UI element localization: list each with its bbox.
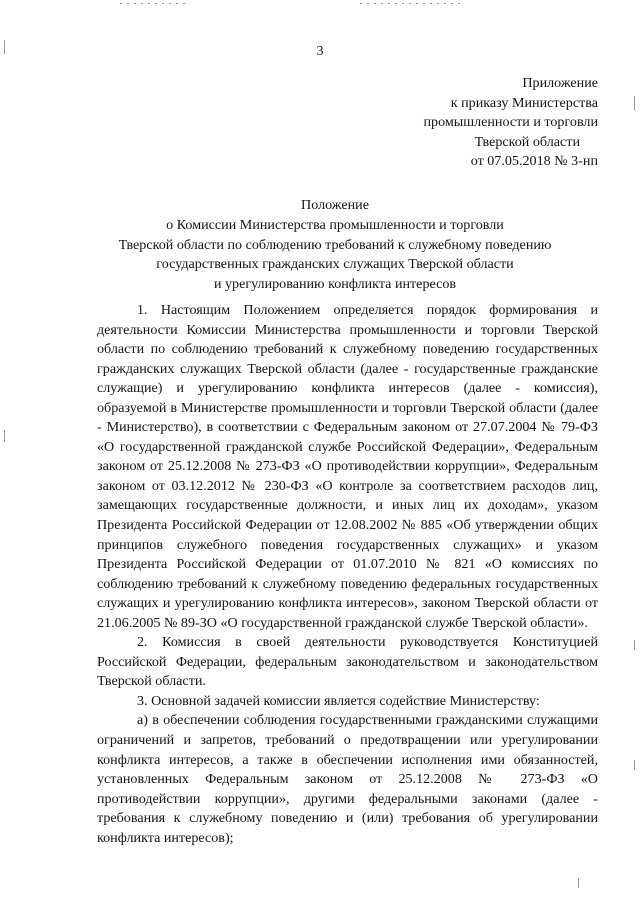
paragraph-3a: а) в обеспечении соблюдения государственными гражданскими служащими ограничений и запретов, требований о предотвращении или урегулировании конфликта интересов, а также в обеспечении исполнения ими обязанностей, установленных Федеральным законом от 25.12.2008 № 273-ФЗ «О противодействии коррупции», другими федеральными законами (далее - требования к служебному поведению и (или) требования об урегулировании конфликта интересов); [97, 712, 598, 846]
annex-line-2: к приказу Министерства [450, 94, 598, 111]
scan-dots-top-right [360, 3, 460, 4]
document-heading [80, 196, 590, 295]
paragraph-1: 1. Настоящим Положением определяется порядок формирования и деятельности Комиссии Министерства промышленности и торговли Тверской области по соблюдению требований к служебному поведению государственных гражданских служащих Тверской области (далее - государственные гражданские служащие) и урегулированию конфликта интересов (далее - комиссия), образуемой в Министерстве промышленности и торговли Тверской области (далее - Министерство), в соответствии с Федеральным законом от 27.07.2004 № 79-ФЗ «О государственной гражданской службе Российской Федерации», Федеральным законом от 25.12.2008 № 273-ФЗ «О противодействии коррупции», Федеральным законом от 03.12.2012 № 230-ФЗ «О контроле за соответствием расходов лиц, замещающих государственные должности, и иных лиц их доходам», указом Президента Российской Федерации от 12.08.2002 № 885 «Об утверждении общих принципов служебного поведения государственных служащих» и указом Президента Российской Федерации от 01.07.2010 № 821 «О комиссиях по соблюдению требований к служебному поведению федеральных государственных служащих и урегулированию конфликта интересов», законом Тверской области от 21.06.2005 № 89-ЗО «О государственной гражданской службе Тверской области». [97, 302, 598, 631]
heading-line-5: и урегулированию конфликта интересов [213, 276, 457, 293]
document-body [97, 301, 598, 848]
annex-line-1: Приложение [522, 75, 598, 91]
paragraph-2: 2. Комиссия в своей деятельности руководствуется Конституцией Российской Федерации, федеральным законодательством и законодательством Тверской области. [97, 634, 598, 690]
heading-line-3: Тверской области по соблюдению требований к служебному поведению [118, 236, 552, 253]
scan-mark-left-2 [4, 430, 5, 442]
scan-mark-right-1 [634, 96, 635, 110]
scan-mark-right-2 [634, 640, 635, 650]
annex-line-3: промышленности и торговли [423, 114, 598, 131]
scan-mark-right-3 [634, 760, 635, 770]
heading-title: Положение [301, 197, 369, 213]
annex-block [338, 74, 598, 172]
annex-line-4: Тверской области [474, 133, 580, 150]
heading-line-4: государственных гражданских служащих Тверской области [156, 256, 514, 273]
paragraph-3: 3. Основной задачей комиссии является содействие Министерству: [137, 692, 540, 709]
annex-line-5: от 07.05.2018 № 3-нп [470, 153, 598, 170]
scan-mark-bottom [578, 878, 579, 888]
page-number: 3 [316, 44, 324, 59]
scan-dots-top-left [120, 3, 190, 4]
heading-line-2: о Комиссии Министерства промышленности и торговли [166, 216, 504, 233]
